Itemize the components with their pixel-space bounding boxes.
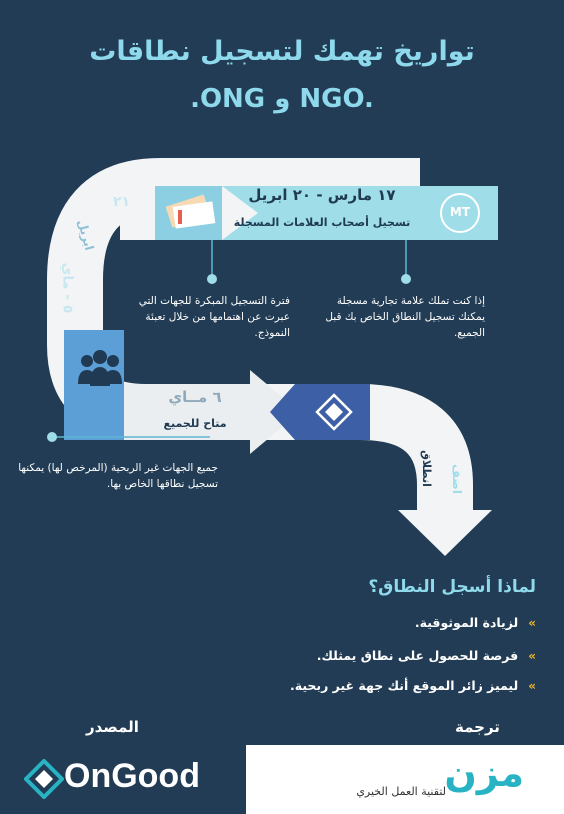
ongood-logo-icon (24, 759, 64, 799)
note-early: فترة التسجيل المبكرة للجهات التي عبرت عن اهتمامها من خلال تعبئة النموذج. (138, 295, 290, 339)
phase1-date: ١٧ مارس - ٢٠ ابريل (248, 186, 396, 204)
bullet-chevron-icon: » (528, 616, 536, 630)
note-dot (401, 274, 411, 284)
note-dot (207, 274, 217, 284)
translation-label: ترجمة (455, 718, 500, 736)
note-dot (47, 432, 57, 442)
why-heading: لماذا أسجل النطاق؟ (368, 577, 536, 597)
phase2-date-top: ٢١ (113, 194, 131, 210)
phase3-label: متاح للجميع (163, 417, 227, 430)
why-item: »فرصة للحصول على نطاق يمثلك. (316, 648, 536, 663)
translator-logo-panel (246, 745, 564, 814)
bullet-chevron-icon: » (528, 649, 536, 663)
phase1-label: تسجيل أصحاب العلامات المسجلة (233, 216, 411, 229)
why-item: »لزيادة الموثوقية. (414, 615, 536, 630)
note-trademark: إذا كنت تملك علامة تجارية مسجلة يمكنك تسجيل النطاق الخاص بك قبل الجميع. (325, 295, 485, 339)
bullet-chevron-icon: » (528, 679, 536, 693)
launch-arrow-head (398, 510, 492, 556)
source-logo-panel (0, 745, 246, 814)
phase2-date-mid: ابريل (74, 218, 97, 252)
phase3-date: ٦ مــاي (168, 388, 222, 406)
translator-tagline: لتقنية العمل الخيري (356, 785, 446, 798)
phase2-date-range: ٥ - ماي (59, 262, 76, 314)
page-subtitle: .ONG و NGO. (190, 84, 374, 114)
why-item: »ليميز زائر الموقع أنك جهة غير ربحية. (289, 678, 536, 693)
launch-label: انطلاق (419, 450, 433, 487)
translator-logo-text: مزن (444, 751, 524, 795)
source-logo-text: OnGood (64, 757, 200, 795)
source-label: المصدر (86, 718, 139, 736)
page-title: تواريخ تهمك لتسجيل نطاقات (89, 36, 475, 67)
note-nonprofit: جميع الجهات غير الربحية (المرخص لها) يمكنها تسجيل نطاقها الخاص بها. (18, 462, 218, 490)
mt-badge-label: MT (449, 205, 471, 219)
launch-sub: اضف (450, 464, 464, 494)
